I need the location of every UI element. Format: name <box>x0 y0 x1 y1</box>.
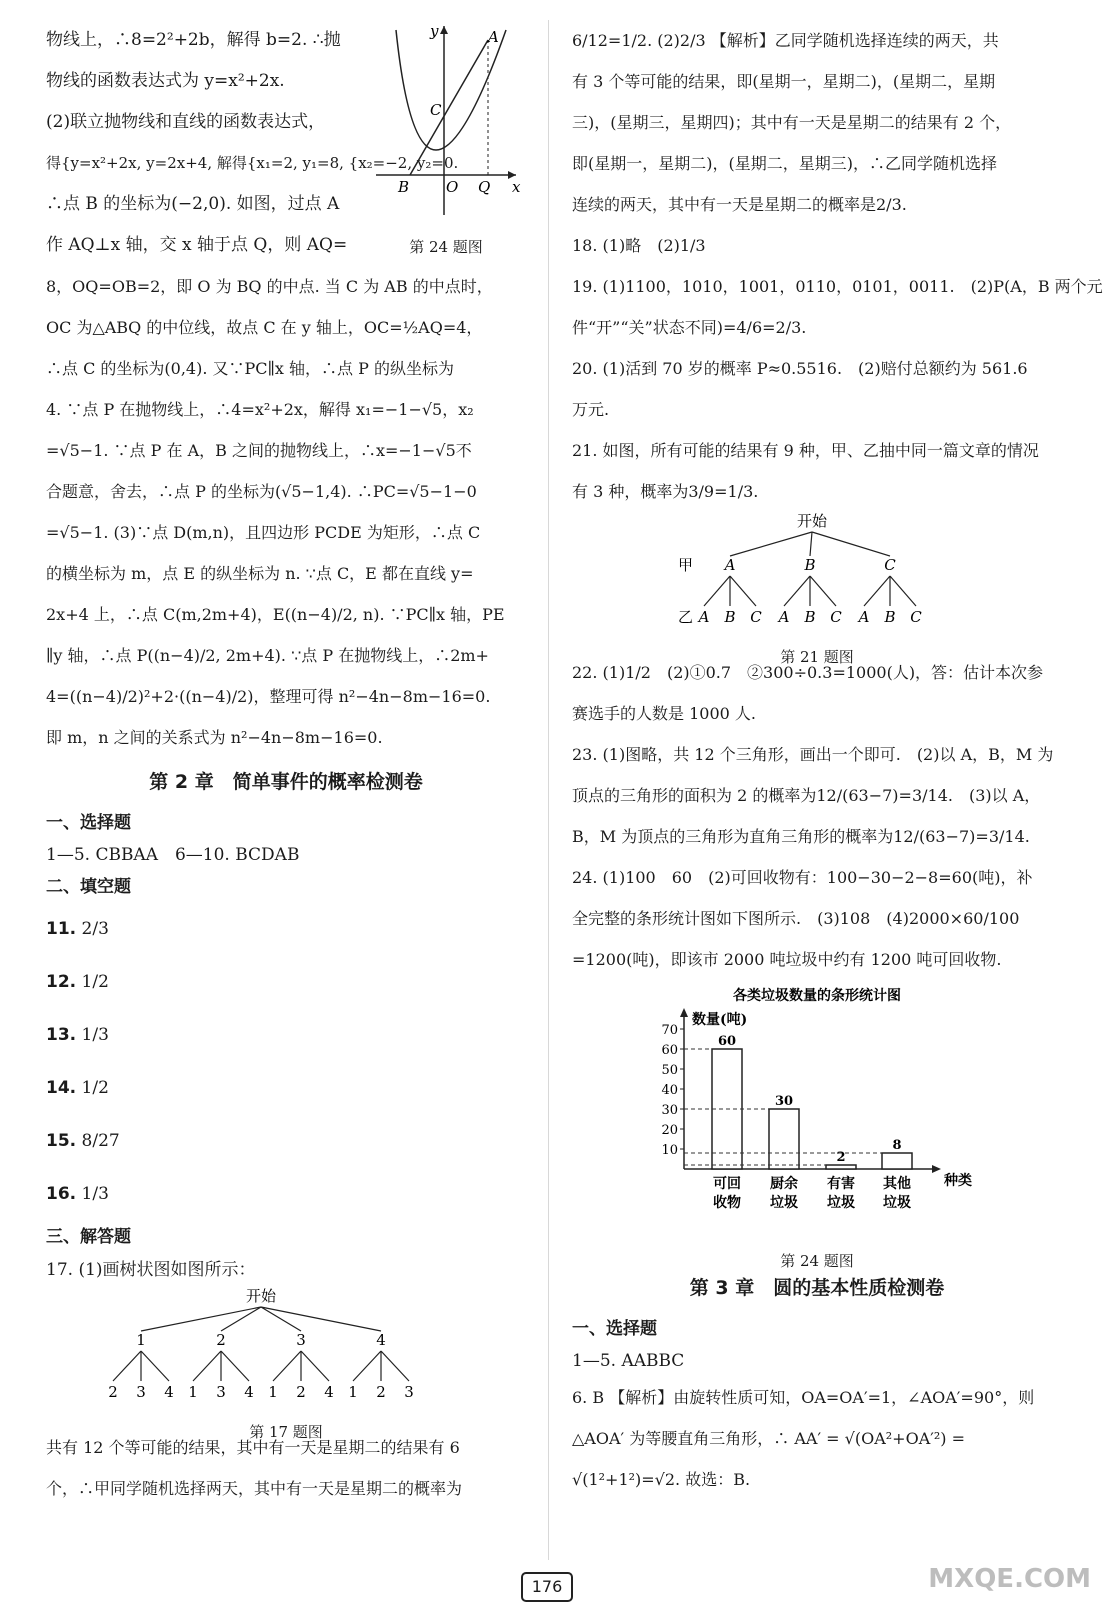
axis-y-label: y <box>430 22 439 40</box>
category-label: 厨余 <box>770 1176 798 1192</box>
q6-line: △AOA′ 为等腰直角三角形，∴ AA′ = √(OA²+OA′²) = <box>572 1429 966 1448</box>
q23-line: B，M 为顶点的三角形为直角三角形的概率为12/(63−7)=3/14. <box>572 827 1030 846</box>
fill-answer-item <box>46 903 526 956</box>
text-line: (2)联立抛物线和直线的函数表达式， <box>46 112 326 132</box>
category-label: 有害 <box>827 1176 855 1192</box>
point-q-label: Q <box>478 178 491 196</box>
bar-data-label: 2 <box>836 1150 846 1165</box>
tree-diagram-17 <box>46 1287 526 1405</box>
tree-branch <box>113 1351 141 1381</box>
category-label: 可回 <box>713 1176 741 1192</box>
tree-leaf-label: A <box>778 608 790 626</box>
tree-leaf-label: 3 <box>216 1383 226 1401</box>
tree-node-label: B <box>804 556 816 574</box>
text-line: 有 3 个等可能的结果，即(星期一，星期二)，(星期二，星期 <box>572 72 996 91</box>
q22-line: 22. (1)1/2 (2)①0.7 ②300÷0.3=1000(人)，答：估计本次参 <box>572 663 1044 682</box>
tree-diagram-21 <box>572 512 1062 630</box>
fill-answer-value: 1/2 <box>76 1078 109 1098</box>
fill-answers-list <box>46 903 526 1221</box>
tree-branch <box>810 532 812 556</box>
text-line: 连续的两天，其中有一天是星期二的概率是2/3. <box>572 195 907 214</box>
tree-branch <box>193 1351 221 1381</box>
tree-branch <box>221 1351 249 1381</box>
text-line: 共有 12 个等可能的结果，其中有一天是星期二的结果有 6 <box>46 1438 460 1457</box>
tree-branch <box>730 576 756 606</box>
point-a-label: A <box>488 28 499 46</box>
q23-line: 顶点的三角形的面积为 2 的概率为12/(63−7)=3/14. (3)以 A， <box>572 786 1041 805</box>
tree-leaf-label: A <box>698 608 710 626</box>
y-tick-label: 40 <box>661 1083 678 1098</box>
q24-line: 24. (1)100 60 (2)可回收物有：100−30−2−8=60(吨)，补 <box>572 868 1033 887</box>
column-divider <box>548 20 549 1560</box>
fill-answer-value: 1/3 <box>76 1025 109 1045</box>
fill-answer-value: 1/3 <box>76 1184 109 1204</box>
fill-answer-item <box>46 1062 526 1115</box>
section-fill-heading: 二、填空题 <box>46 877 131 897</box>
tree-leaf-label: 1 <box>348 1383 358 1401</box>
tree-node-label: 2 <box>216 1331 226 1349</box>
point-o-label: O <box>446 178 459 196</box>
q21-line: 21. 如图，所有可能的结果有 9 种，甲、乙抽中同一篇文章的情况 <box>572 441 1039 460</box>
tree-branch <box>261 1307 381 1331</box>
tree-leaf-label: 2 <box>296 1383 306 1401</box>
chapter-3-title: 第 3 章 圆的基本性质检测卷 <box>689 1277 945 1299</box>
section-choice-heading-ch3: 一、选择题 <box>572 1319 657 1339</box>
text-line: =√5−1. ∵点 P 在 A，B 之间的抛物线上，∴x=−1−√5不 <box>46 441 472 460</box>
text-line: ∴点 C 的坐标为(0,4). 又∵PC∥x 轴，∴点 P 的纵坐标为 <box>46 359 454 378</box>
tree-node-label: 3 <box>296 1331 306 1349</box>
y-tick-label: 30 <box>661 1103 678 1118</box>
text-line: ∥y 轴，∴点 P((n−4)/2, 2m+4). ∵点 P 在抛物线上，∴2m+ <box>46 646 489 665</box>
tree-node-label: A <box>724 556 736 574</box>
tree-branch <box>381 1351 409 1381</box>
choice-answers-ch3: 1—5. AABBC <box>572 1351 685 1371</box>
tree-leaf-label: C <box>910 608 922 626</box>
tree-leaf-label: 1 <box>188 1383 198 1401</box>
chart-title: 各类垃圾数量的条形统计图 <box>733 988 901 1004</box>
tree-leaf-label: 4 <box>324 1383 334 1401</box>
fill-answer-item <box>46 1115 526 1168</box>
tree-row-label: 乙 <box>678 608 694 626</box>
chapter-2-title: 第 2 章 简单事件的概率检测卷 <box>149 771 423 793</box>
q17-line: 17. (1)画树状图如图所示： <box>46 1260 256 1280</box>
tree-branch <box>141 1307 261 1331</box>
q24-line: 全完整的条形统计图如下图所示. (3)108 (4)2000×60/100 <box>572 909 1020 928</box>
tree-leaf-label: 4 <box>244 1383 254 1401</box>
x-axis-label: 种类 <box>944 1173 972 1189</box>
y-tick-label: 10 <box>661 1143 678 1158</box>
tree-node-label: 4 <box>376 1331 386 1349</box>
text-line: =√5−1. (3)∵点 D(m,n)，且四边形 PCDE 为矩形，∴点 C <box>46 523 481 542</box>
tree-leaf-label: B <box>804 608 816 626</box>
fill-answer-number: 14. <box>46 1078 77 1098</box>
figure-caption: 第 24 题图 <box>409 238 483 256</box>
tree-leaf-label: B <box>724 608 736 626</box>
tree-branch <box>273 1351 301 1381</box>
page-number: 176 <box>521 1572 573 1602</box>
tree-17-figure <box>46 1287 526 1441</box>
q6-line: 6. B 【解析】由旋转性质可知，OA=OA′=1，∠AOA′=90°，则 <box>572 1388 1035 1407</box>
section-solve-heading: 三、解答题 <box>46 1227 131 1247</box>
bar-chart-24 <box>572 984 1062 1270</box>
y-axis-label: 数量(吨) <box>692 1012 748 1028</box>
text-line: 即 m，n 之间的关系式为 n²−4n−8m−16=0. <box>46 728 383 747</box>
tree-leaf-label: C <box>830 608 842 626</box>
text-line: 2x+4 上，∴点 C(m,2m+4)，E((n−4)/2, n). ∵PC∥x 轴，PE <box>46 605 505 624</box>
text-line: 物线的函数表达式为 y=x²+2x. <box>46 71 285 91</box>
q19-line: 件“开”“关”状态不同)=4/6=2/3. <box>572 318 807 337</box>
fill-answer-number: 13. <box>46 1025 77 1045</box>
text-line: 即(星期一，星期二)，(星期二，星期三)，∴乙同学随机选择 <box>572 154 997 173</box>
tree-leaf-label: 2 <box>108 1383 118 1401</box>
figure-caption: 第 21 题图 <box>780 648 854 666</box>
fill-answer-value: 1/2 <box>76 972 109 992</box>
text-line: 8，OQ=OB=2，即 O 为 BQ 的中点. 当 C 为 AB 的中点时， <box>46 277 493 296</box>
tree-branch <box>784 576 810 606</box>
point-c-label: C <box>430 101 442 119</box>
tree-branch <box>730 532 812 556</box>
section-choice-heading: 一、选择题 <box>46 813 131 833</box>
q22-line: 赛选手的人数是 1000 人. <box>572 704 756 723</box>
right-column <box>572 20 1103 1500</box>
fill-answer-value: 8/27 <box>76 1131 120 1151</box>
y-tick-label: 60 <box>661 1043 678 1058</box>
tree-row-label: 甲 <box>678 556 694 574</box>
tree-leaf-label: B <box>884 608 896 626</box>
text-line: 4. ∵点 P 在抛物线上，∴4=x²+2x，解得 x₁=−1−√5，x₂ <box>46 400 474 419</box>
parabola-graph <box>366 20 526 220</box>
tree-21-figure <box>572 512 1062 666</box>
category-label: 收物 <box>713 1195 741 1211</box>
text-line: 得{y=x²+2x, y=2x+4, 解得{x₁=2, y₁=8, {x₂=−2, y₂=0. <box>46 154 459 172</box>
fill-answer-item <box>46 1009 526 1062</box>
text-line: 作 AQ⊥x 轴，交 x 轴于点 Q，则 AQ= <box>46 235 348 255</box>
q18-line: 18. (1)略 (2)1/3 <box>572 236 706 255</box>
tree-leaf-label: 3 <box>404 1383 414 1401</box>
figure-24-parabola <box>366 20 526 256</box>
text-line: 的横坐标为 m，点 E 的纵坐标为 n. ∵点 C，E 都在直线 y= <box>46 564 474 583</box>
tree-branch <box>301 1351 329 1381</box>
fill-answer-item <box>46 956 526 1009</box>
bar <box>769 1109 799 1169</box>
tree-branch <box>890 576 916 606</box>
category-label: 其他 <box>883 1176 911 1192</box>
tree-node-label: C <box>884 556 896 574</box>
x-axis-arrow <box>932 1165 941 1173</box>
fill-answer-value: 2/3 <box>76 919 109 939</box>
tree-branch <box>141 1351 169 1381</box>
choice-answers: 1—5. CBBAA 6—10. BCDAB <box>46 845 300 865</box>
bar-data-label: 30 <box>774 1094 794 1109</box>
text-line: 合题意，舍去，∴点 P 的坐标为(√5−1,4). ∴PC=√5−1−0 <box>46 482 477 501</box>
q20-line: 20. (1)活到 70 岁的概率 P≈0.5516. (2)赔付总额约为 561.6 <box>572 359 1028 378</box>
bar <box>826 1165 856 1169</box>
text-line: ∴点 B 的坐标为(−2,0). 如图，过点 A <box>46 194 340 214</box>
tree-leaf-label: 3 <box>136 1383 146 1401</box>
tree-branch <box>812 532 890 556</box>
bar-chart-svg <box>572 984 1062 1234</box>
bar-data-label: 60 <box>717 1034 737 1049</box>
text-line: 三)，(星期三，星期四)；其中有一天是星期二的结果有 2 个， <box>572 113 1012 132</box>
tree-branch <box>353 1351 381 1381</box>
watermark-text: MXQE.COM <box>928 1564 1091 1594</box>
fill-answer-number: 11. <box>46 919 77 939</box>
tree-root-label: 开始 <box>245 1287 277 1305</box>
category-label: 垃圾 <box>827 1195 855 1211</box>
tree-leaf-label: 4 <box>164 1383 174 1401</box>
category-label: 垃圾 <box>883 1195 911 1211</box>
tree-branch <box>810 576 836 606</box>
bar <box>882 1153 912 1169</box>
fill-answer-number: 12. <box>46 972 77 992</box>
y-tick-label: 20 <box>661 1123 678 1138</box>
axis-x-label: x <box>512 178 521 196</box>
y-tick-label: 50 <box>661 1063 678 1078</box>
fill-answer-item <box>46 1168 526 1221</box>
q20-line: 万元. <box>572 400 610 419</box>
y-axis-arrow <box>680 1008 688 1017</box>
tree-branch <box>704 576 730 606</box>
text-line: OC 为△ABQ 的中位线，故点 C 在 y 轴上，OC=½AQ=4， <box>46 318 483 337</box>
left-column <box>46 20 526 1509</box>
tree-root-label: 开始 <box>796 512 828 530</box>
tree-branch <box>864 576 890 606</box>
point-b-label: B <box>398 178 410 196</box>
text-line: 4=((n−4)/2)²+2·((n−4)/2)，整理可得 n²−4n−8m−16=0. <box>46 687 491 706</box>
y-tick-label: 70 <box>661 1023 678 1038</box>
figure-caption: 第 17 题图 <box>249 1423 323 1441</box>
tree-node-label: 1 <box>136 1331 146 1349</box>
q23-line: 23. (1)图略，共 12 个三角形，画出一个即可. (2)以 A，B，M 为 <box>572 745 1054 764</box>
fill-answer-number: 16. <box>46 1184 77 1204</box>
text-line: 个，∴甲同学随机选择两天，其中有一天是星期二的概率为 <box>46 1479 463 1498</box>
text-line: 物线上，∴8=2²+2b，解得 b=2. ∴抛 <box>46 30 341 50</box>
tree-leaf-label: 2 <box>376 1383 386 1401</box>
text-line: 6/12=1/2. (2)2/3 【解析】乙同学随机选择连续的两天，共 <box>572 31 999 50</box>
q21-line: 有 3 种，概率为3/9=1/3. <box>572 482 759 501</box>
fill-answer-number: 15. <box>46 1131 77 1151</box>
tree-leaf-label: C <box>750 608 762 626</box>
q24-line: =1200(吨)，即该市 2000 吨垃圾中约有 1200 吨可回收物. <box>572 950 1002 969</box>
bar-data-label: 8 <box>892 1138 902 1153</box>
q19-line: 19. (1)1100，1010，1001，0110，0101，0011. (2)P(A，B 两个元 <box>572 277 1103 296</box>
category-label: 垃圾 <box>770 1195 798 1211</box>
tree-leaf-label: A <box>858 608 870 626</box>
q6-line: √(1²+1²)=√2. 故选：B. <box>572 1470 751 1489</box>
chart-caption: 第 24 题图 <box>780 1252 854 1270</box>
tree-leaf-label: 1 <box>268 1383 278 1401</box>
